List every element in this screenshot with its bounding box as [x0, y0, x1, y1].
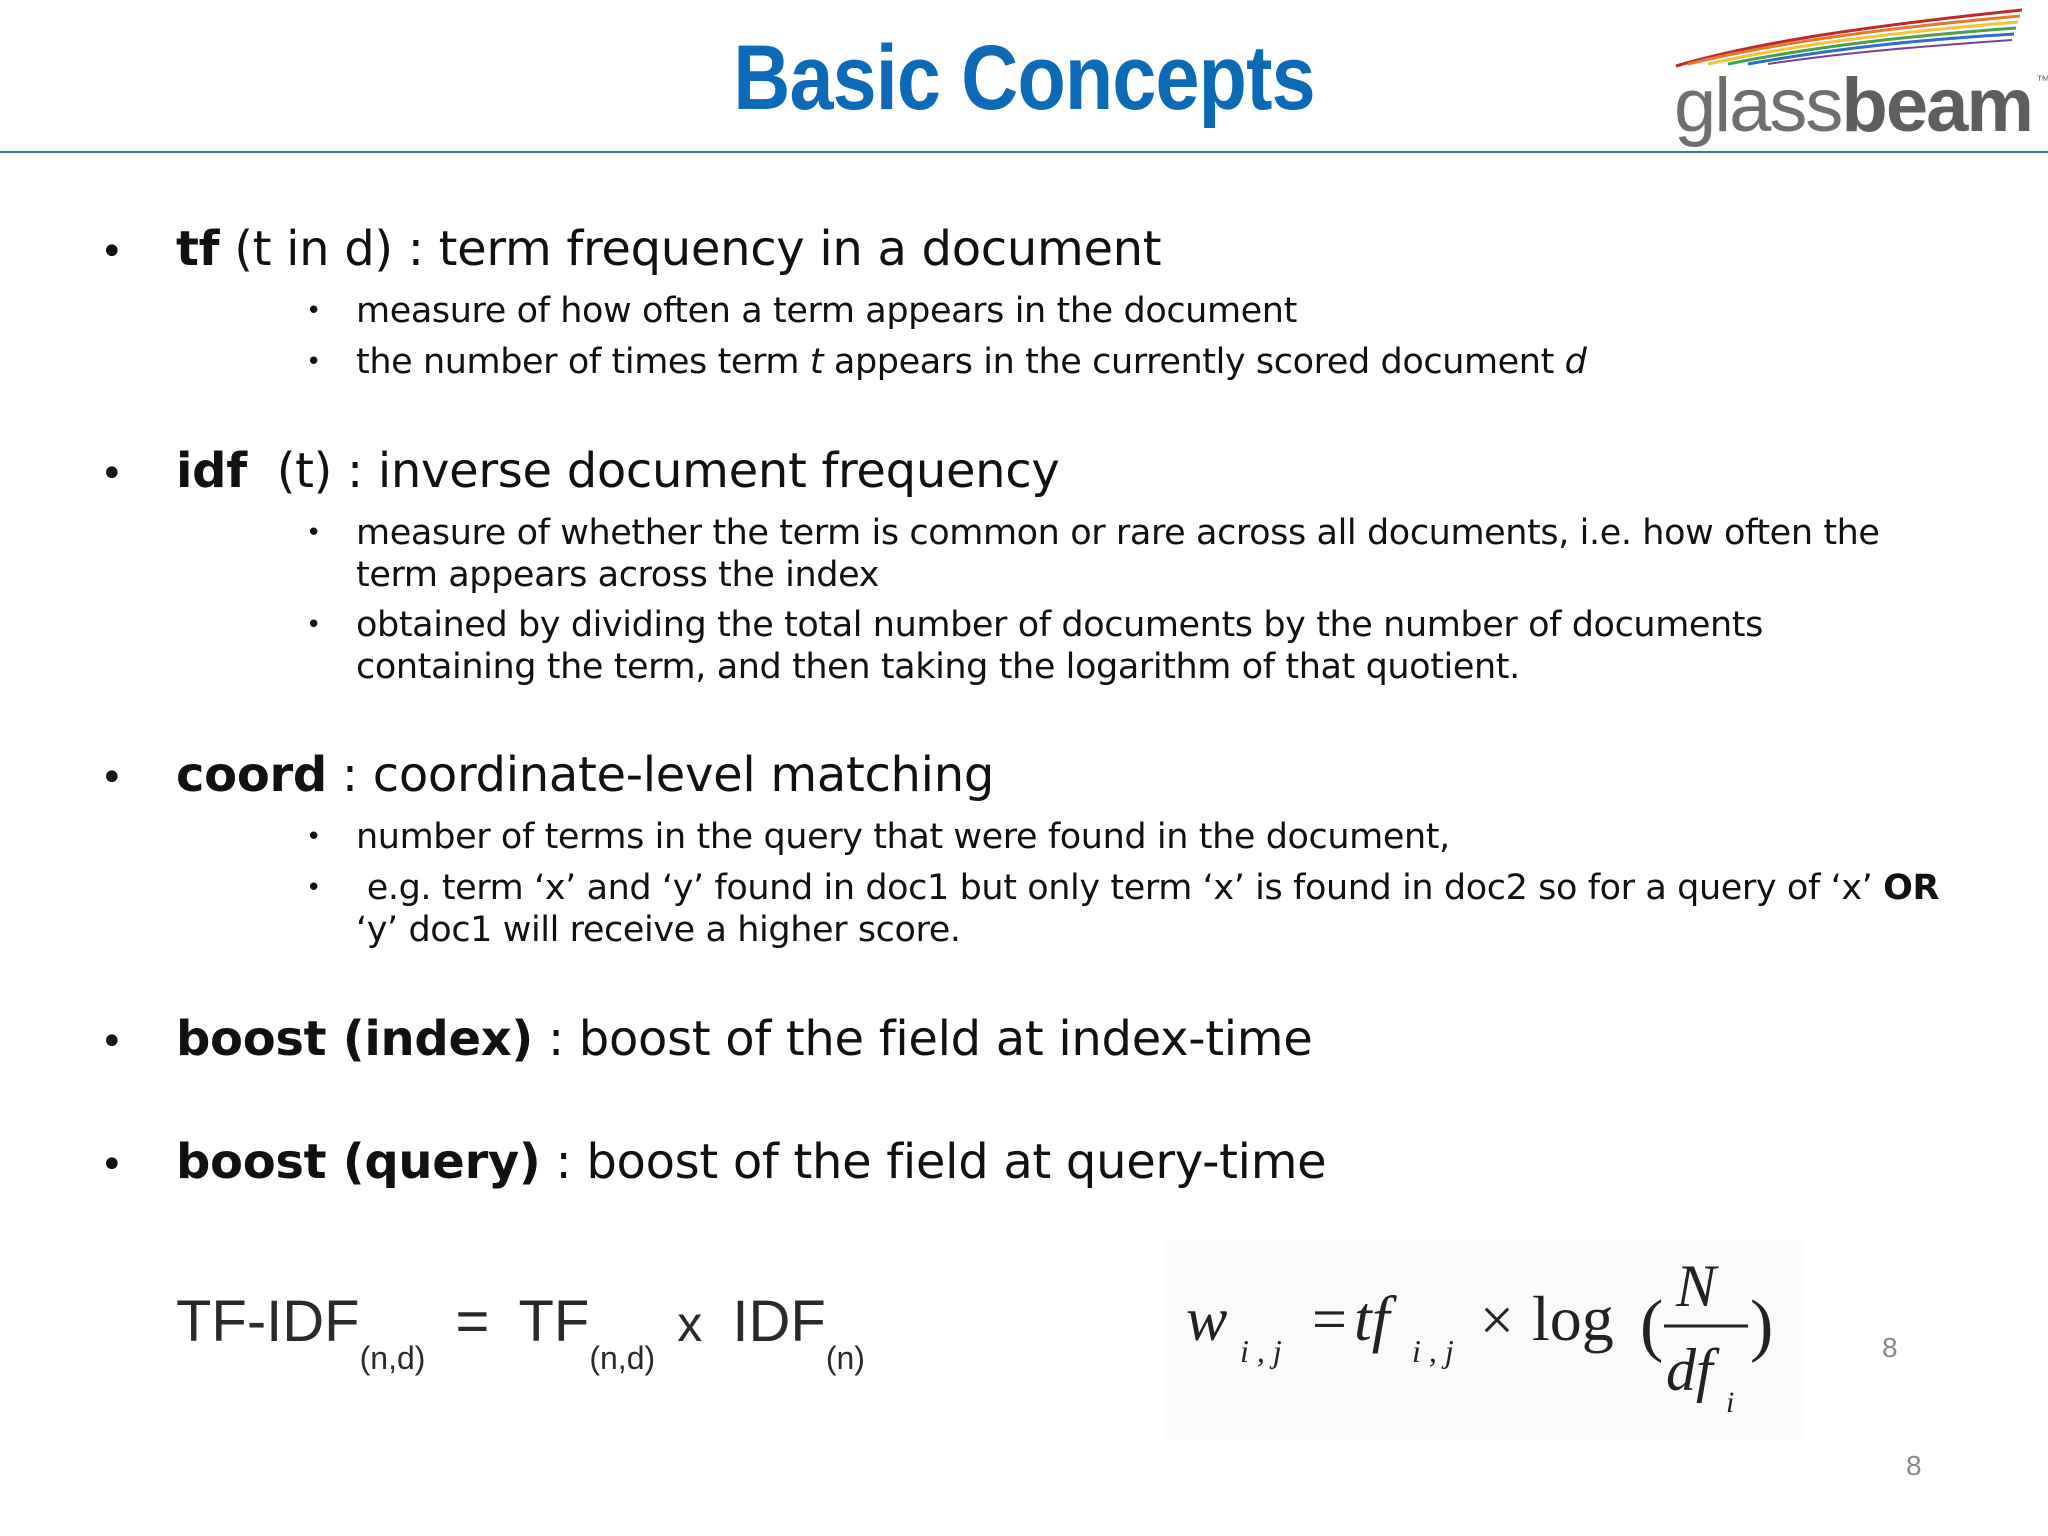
bullet-rest: : coordinate-level matching	[326, 747, 994, 803]
bullet-rest: : boost of the field at index-time	[533, 1011, 1313, 1067]
sub-text-italic: d	[1564, 342, 1587, 382]
weight-formula	[1164, 1240, 1804, 1440]
formula-den-sub: i	[1726, 1386, 1735, 1419]
sub-bullet-dot: •	[306, 518, 322, 548]
slide-title: Basic Concepts	[733, 27, 1315, 129]
formula-log: log	[1532, 1283, 1614, 1354]
logo-trademark: ™	[2035, 72, 2048, 88]
formula-term: TF	[518, 1289, 590, 1354]
formula-operator: x	[677, 1296, 703, 1352]
sub-bullet-text	[356, 867, 1956, 951]
sub-text-line: ‘y’ doc1 will receive a higher score.	[356, 910, 961, 950]
sub-text-part: appears in the currently scored document	[823, 342, 1565, 382]
sub-text-line: obtained by dividing the total number of documents by the number of documents	[356, 605, 1763, 645]
formula-tf: tf	[1354, 1283, 1390, 1354]
page-number: 8	[1906, 1450, 1922, 1481]
glassbeam-logo	[1668, 2, 2048, 148]
sub-bullet-dot: •	[306, 822, 322, 852]
bullet-dot: •	[100, 229, 124, 275]
sub-text-part: the number of times term	[356, 342, 810, 382]
bullet-dot: •	[100, 755, 124, 801]
sub-text-line: containing the term, and then taking the logarithm of that quotient.	[356, 647, 1520, 687]
bullet-main-text	[176, 222, 1161, 277]
sub-text-part: e.g. term ‘x’ and ‘y’ found in doc1 but only term ‘x’ is found in doc2 so for a query of ‘x’	[356, 868, 1884, 908]
formula-operator: =	[455, 1289, 490, 1354]
sub-bullet-text: measure of how often a term appears in the document	[356, 291, 1297, 331]
logo-word-glass: glass	[1674, 63, 1842, 148]
bullet-main-text	[176, 444, 1060, 499]
sub-bullet-text	[356, 512, 1956, 596]
formula-paren-close: )	[1750, 1287, 1774, 1364]
sub-text-bold: OR	[1883, 868, 1939, 908]
formula-times: ×	[1480, 1287, 1514, 1353]
sub-text-line: measure of whether the term is common or rare across all documents, i.e. how often the	[356, 513, 1880, 553]
tfidf-formula	[176, 1288, 865, 1376]
formula-w: w	[1186, 1286, 1228, 1354]
formula-subscript: (n)	[825, 1340, 865, 1376]
sub-bullet-dot: •	[306, 347, 322, 377]
bullet-rest: (t) : inverse document frequency	[246, 443, 1060, 499]
formula-tf-sub: i , j	[1412, 1333, 1454, 1369]
formula-w-sub: i , j	[1240, 1333, 1282, 1369]
formula-equals: =	[1312, 1286, 1347, 1354]
sub-bullet-dot: •	[306, 296, 322, 326]
logo-word-beam: beam	[1841, 63, 2032, 148]
formula-term: TF-IDF	[176, 1289, 360, 1354]
bullet-rest: : boost of the field at query-time	[540, 1134, 1327, 1190]
sub-text-line: term appears across the index	[356, 555, 879, 595]
sub-bullet-text	[356, 341, 1956, 383]
sub-bullet-dot: •	[306, 610, 322, 640]
sub-bullet-text	[356, 604, 1956, 688]
bullet-dot: •	[100, 451, 124, 497]
bullet-term: coord	[176, 747, 327, 803]
bullet-main-text	[176, 748, 994, 803]
bullet-term: boost (index)	[176, 1011, 534, 1067]
formula-denominator: df	[1666, 1337, 1713, 1403]
logo-wordmark	[1674, 62, 2048, 149]
bullet-term: tf	[176, 221, 220, 277]
bullet-term: idf	[176, 443, 247, 499]
slide-header	[0, 0, 2048, 153]
page-number-inner: 8	[1882, 1332, 1898, 1363]
bullet-dot: •	[100, 1019, 124, 1065]
bullet-term: boost (query)	[176, 1134, 541, 1190]
formula-subscript: (n,d)	[589, 1340, 656, 1376]
sub-bullet-dot: •	[306, 873, 322, 903]
weight-formula-svg	[1164, 1240, 1804, 1440]
formula-term: IDF	[732, 1289, 826, 1354]
bullet-main-text	[176, 1012, 1312, 1067]
bullet-rest: (t in d) : term frequency in a document	[219, 221, 1162, 277]
bullet-main-text	[176, 1135, 1326, 1190]
header-rule	[0, 151, 2048, 153]
formula-paren-open: (	[1640, 1287, 1664, 1364]
sub-text-italic: t	[809, 342, 824, 382]
bullet-dot: •	[100, 1142, 124, 1188]
formula-numerator: N	[1676, 1253, 1717, 1319]
formula-subscript: (n,d)	[359, 1340, 426, 1376]
sub-bullet-text: number of terms in the query that were found in the document,	[356, 817, 1450, 857]
